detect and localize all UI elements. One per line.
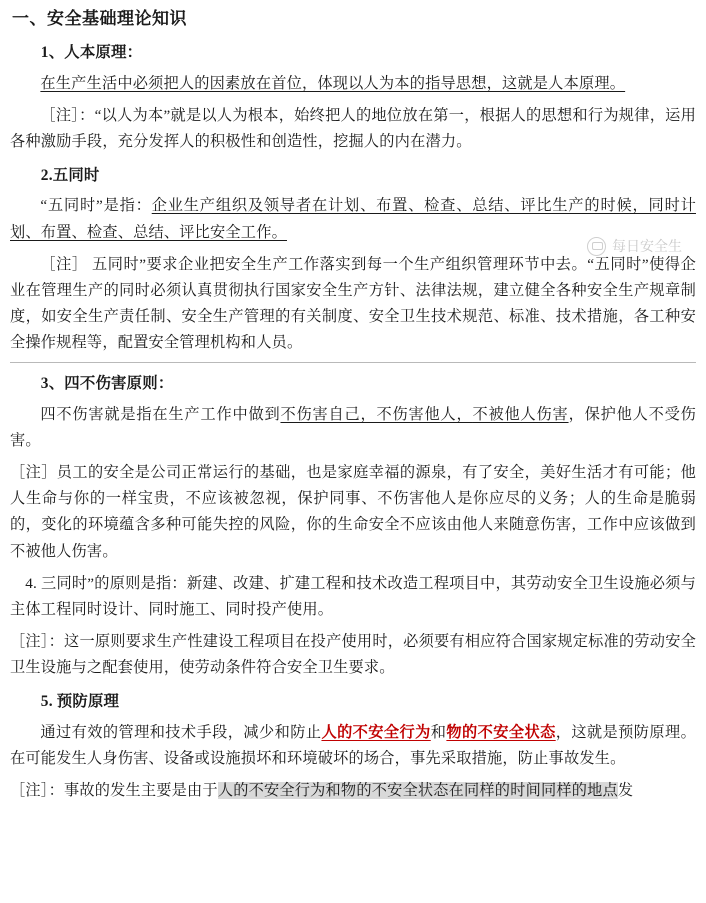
text-run: ［注］ 五同时”要求企业把安全生产工作落实到每一个生产组织管理环节中去。“五同时”使得企业在管理生产的同时必须认真贯彻执行国家安全生产方针、法律法规，建立健全各种安全生产规章制度，如安全生产责任制、安全生产管理的有关制度、安全卫生技术规范、标准、技术措施，各工种安全操作规程等，配置安全管理机构和人员。 [10, 255, 696, 352]
text-run: 4. 三同时”的原则是指： [25, 574, 187, 592]
text-run: 在生产生活中必须把人的因素放在首位，体现以人为本的指导思想，这就是人本原理。 [40, 74, 626, 92]
page-title: 一、安全基础理论知识 [12, 9, 187, 28]
paragraph-p10 [10, 778, 696, 804]
text-run: ［注］：这一原则要求生产性建设工程项目在投产使用时，必须要有相应符合国家规定标准的劳动安全卫生设施与之配套使用，使劳动条件符合安全卫生要求。 [10, 632, 696, 677]
text-run: 发 [617, 781, 634, 799]
paragraph-p5 [10, 402, 696, 454]
paragraph-p7 [10, 571, 696, 623]
text-run-emphasis: 人的不安全行为 [321, 723, 431, 741]
paragraph-p6 [10, 460, 696, 565]
text-run: 通过有效的管理和技术手段，减少和防止 [40, 723, 322, 741]
paragraph-p3 [10, 193, 696, 245]
section-heading-2: 2.五同时 [40, 167, 100, 184]
text-run: 新建、改建、扩建工程和技术改造工程项目中，其劳动安全卫生设施必须与主体工程同时设计、同时施工、同时投产使用。 [10, 574, 696, 618]
paragraph-p9 [10, 720, 696, 772]
paragraph-p1 [10, 71, 696, 97]
text-run: “五同时”是指： [40, 197, 152, 215]
text-run-underline: 不被他人伤害 [472, 405, 569, 423]
paragraph-p2 [10, 103, 696, 155]
section-heading-3: 3、四不伤害原则： [40, 375, 174, 393]
text-run-underline: 不伤害他人， [376, 405, 473, 423]
text-run: ［注］员工的安全是公司正常运行的基础，也是家庭幸福的源泉，有了安全，美好生活才有可能；他人生命与你的一样宝贵，不应该被忽视，保护同事、不伤害他人是你应尽的义务；人的生命是脆弱的，变化的环境蕴含多种可能失控的风险，你的生命安全不应该由他人来随意伤害，工作中应该做到不被他人伤害。 [10, 464, 696, 560]
text-run: ，这就是预防原理。在可能发生人身伤害、设备或设施损坏和环境破坏的场合，事先采取措施，防止事故发生。 [10, 723, 697, 767]
watermark-label: 每日安全生 [612, 238, 682, 254]
text-run: 和 [430, 723, 447, 741]
section-heading-1: 1、人本原理： [40, 44, 143, 62]
text-run: ［注］：事故的发生主要是由于 [10, 781, 218, 799]
paragraph-p4 [10, 252, 696, 357]
text-run-underline: 企业生产组织及领导者在计划、布置、检查、总结、评比生产的时候，同时计划、布置、检查、总结、评比安全工作。 [10, 197, 696, 241]
text-run: 四不伤害就是指在生产工作中做到 [40, 405, 281, 423]
horizontal-rule [10, 362, 696, 363]
paragraph-p8 [10, 629, 696, 681]
text-run-emphasis: 物的不安全状态 [446, 723, 556, 741]
text-run-highlight: 人的不安全行为和物的不安全状态在同样的时间同样的地点 [217, 781, 618, 799]
text-run: ，保护他人不受伤害。 [10, 405, 696, 449]
text-run: ［注］：“以人为本”就是以人为根本，始终把人的地位放在第一，根据人的思想和行为规律，运用各种激励手段，充分发挥人的积极性和创造性，挖掘人的内在潜力。 [10, 106, 696, 150]
section-heading-5: 5. 预防原理 [40, 693, 120, 711]
text-run-underline: 不伤害自己， [280, 405, 377, 423]
